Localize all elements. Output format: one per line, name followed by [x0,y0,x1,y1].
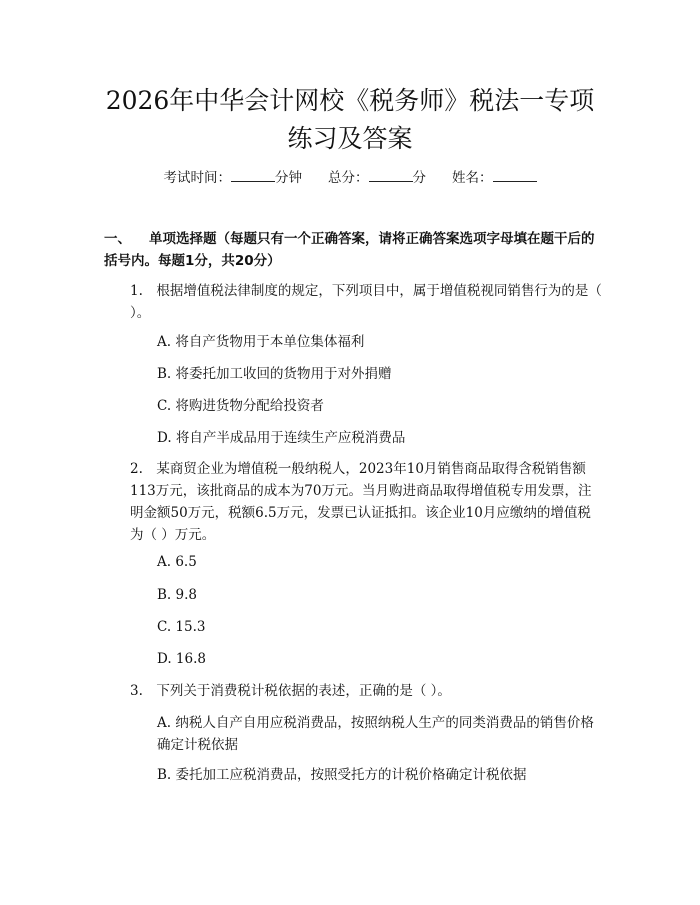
question-3 [104,680,604,702]
question-1-option-c: C. 将购进货物分配给投资者 [157,398,324,414]
title-line-2: 练习及答案 [287,124,413,153]
exam-meta [0,168,700,188]
section-instructions: 单项选择题（每题只有一个正确答案，请将正确答案选项字母填在题干后的括号内。每题1分，共20分） [104,231,595,269]
question-2-option-d: D. 16.8 [157,651,206,667]
name-blank [493,168,537,182]
question-2-option-a: A. 6.5 [157,554,197,570]
question-1-option-a: A. 将自产货物用于本单位集体福利 [157,334,365,350]
score-unit: 分 [412,170,426,186]
question-text: 1. 根据增值税法律制度的规定，下列项目中，属于增值税视同销售行为的是（ ）。 [130,283,602,321]
question-2 [104,458,604,546]
score-label: 总分： [328,170,369,186]
question-text: 3. 下列关于消费税计税依据的表述，正确的是（ ）。 [130,683,451,699]
section-number: 一、 [104,231,131,247]
question-text: 2. 某商贸企业为增值税一般纳税人，2023年10月销售商品取得含税销售额113万元，该批商品的成本为70万元。当月购进商品取得增值税专用发票，注明金额50万元，税额6.5万元，发票已认证抵扣。该企业10月应缴纳的增值税为（ ）万元。 [130,461,592,543]
question-2-option-b: B. 9.8 [157,587,197,603]
title-line-1: 2026年中华会计网校《税务师》税法一专项 [105,86,595,115]
name-label: 姓名： [452,170,493,186]
question-2-option-c: C. 15.3 [157,619,206,635]
question-1-option-d: D. 将自产半成品用于连续生产应税消费品 [157,430,406,446]
question-1-option-b: B. 将委托加工收回的货物用于对外捐赠 [157,366,392,382]
question-1 [104,280,604,324]
document-title [60,82,640,158]
question-3-option-b: B. 委托加工应税消费品，按照受托方的计税价格确定计税依据 [157,767,527,783]
time-unit: 分钟 [275,170,302,186]
score-blank [369,168,413,182]
time-label: 考试时间： [163,170,231,186]
section-heading [104,228,604,272]
time-blank [231,168,275,182]
question-3-option-a: A. 纳税人自产自用应税消费品，按照纳税人生产的同类消费品的销售价格确定计税依据 [157,715,594,753]
